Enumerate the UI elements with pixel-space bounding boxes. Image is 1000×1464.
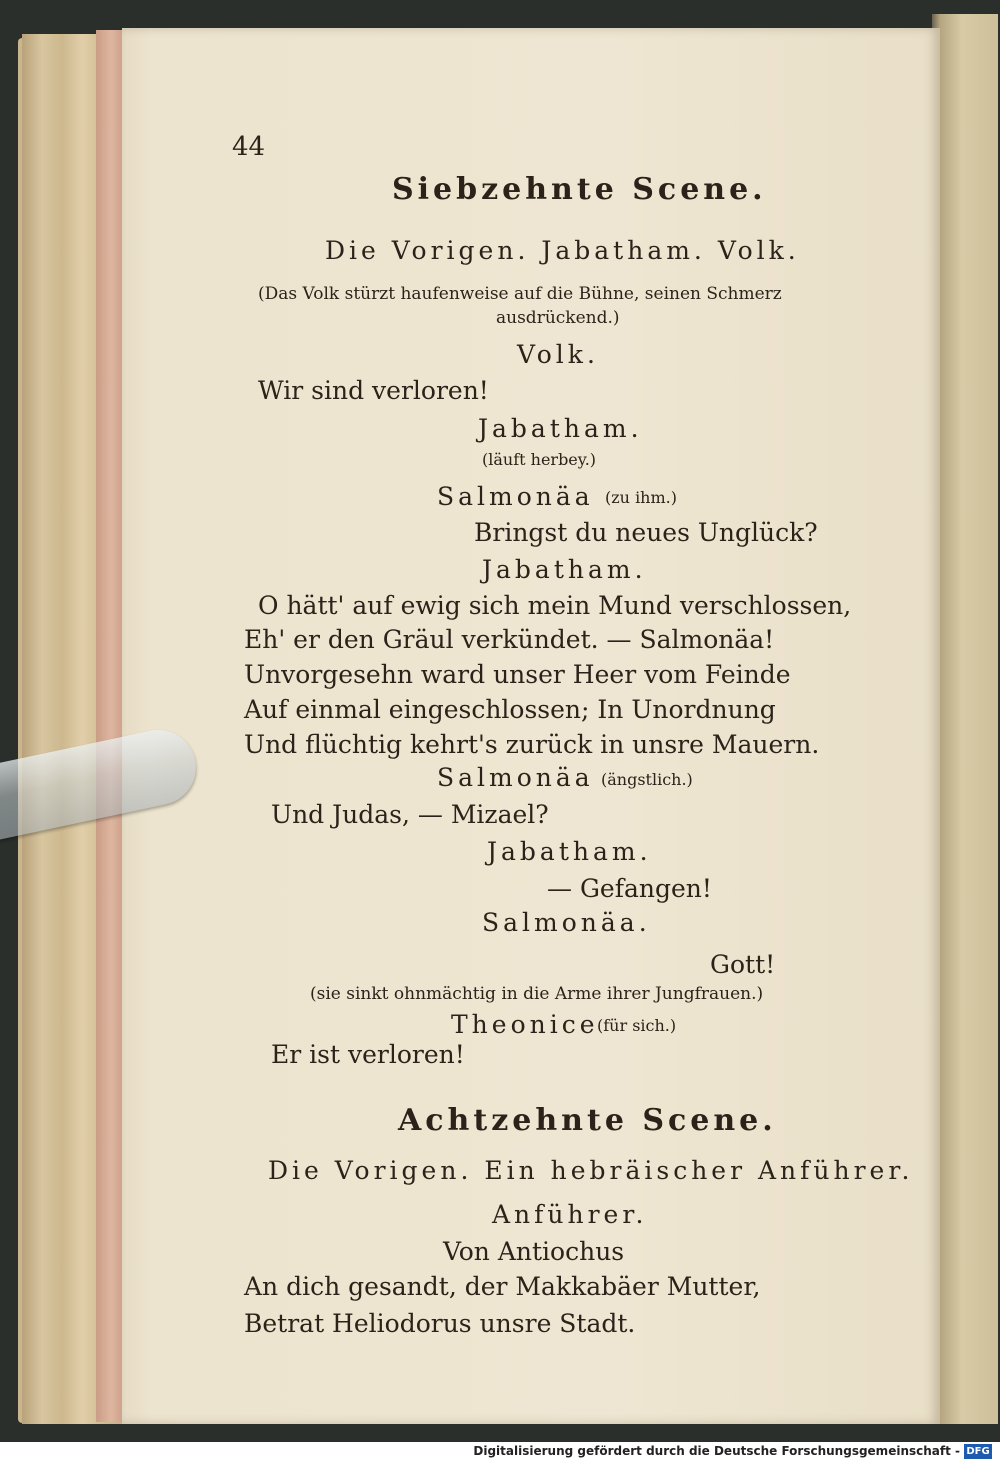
stage-direction: (Das Volk stürzt haufenweise auf die Bühne, seinen Schmerz (258, 284, 782, 304)
verse-line: Und Judas, — Mizael? (271, 800, 549, 829)
speaker-name: Salmonäa (437, 482, 594, 511)
speaker-name: Theonice (451, 1010, 599, 1039)
speaker-name: Jabatham. (478, 414, 643, 443)
verse-line: Auf einmal eingeschlossen; In Unordnung (244, 695, 776, 724)
stage-direction: (sie sinkt ohnmächtig in die Arme ihrer Jungfrauen.) (310, 984, 764, 1004)
speaker-name: Salmonäa. (482, 908, 651, 937)
verse-line: Eh' er den Gräul verkündet. — Salmonäa! (244, 625, 775, 654)
stage-direction: (ängstlich.) (601, 770, 693, 789)
scene-characters-17: Die Vorigen. Jabatham. Volk. (325, 236, 800, 265)
verse-line: Gott! (710, 950, 776, 979)
verse-line: An dich gesandt, der Makkabäer Mutter, (244, 1272, 761, 1301)
dfg-logo-icon: DFG (964, 1444, 992, 1459)
verse-line: Unvorgesehn ward unser Heer vom Feinde (244, 660, 791, 689)
speaker-name: Jabatham. (487, 837, 652, 866)
verse-line: Er ist verloren! (271, 1040, 465, 1069)
verse-line: Bringst du neues Unglück? (474, 518, 818, 547)
scene-characters-18: Die Vorigen. Ein hebräischer Anführer. (268, 1156, 914, 1185)
speaker-name: Salmonäa (437, 763, 594, 792)
footer-credit: Digitalisierung gefördert durch die Deutsche Forschungsgemeinschaft - (473, 1444, 960, 1458)
scene-title-18: Achtzehnte Scene. (398, 1103, 777, 1138)
speaker-name: Anführer. (492, 1200, 648, 1229)
stage-direction: ausdrückend.) (496, 308, 620, 328)
verse-line: — Gefangen! (547, 874, 712, 903)
verse-line: Von Antiochus (443, 1237, 625, 1266)
stage-direction: (läuft herbey.) (482, 450, 597, 469)
verse-line: Und flüchtig kehrt's zurück in unsre Mauern. (244, 730, 820, 759)
verse-line: O hätt' auf ewig sich mein Mund verschlossen, (258, 591, 852, 620)
page-number: 44 (232, 132, 266, 162)
speaker-name: Volk. (517, 340, 599, 369)
verse-line: Betrat Heliodorus unsre Stadt. (244, 1309, 636, 1338)
stage-direction: (für sich.) (597, 1016, 677, 1035)
stage-direction: (zu ihm.) (605, 488, 677, 507)
verse-line: Wir sind verloren! (258, 376, 489, 405)
scene-title-17: Siebzehnte Scene. (392, 172, 767, 207)
speaker-name: Jabatham. (482, 555, 647, 584)
